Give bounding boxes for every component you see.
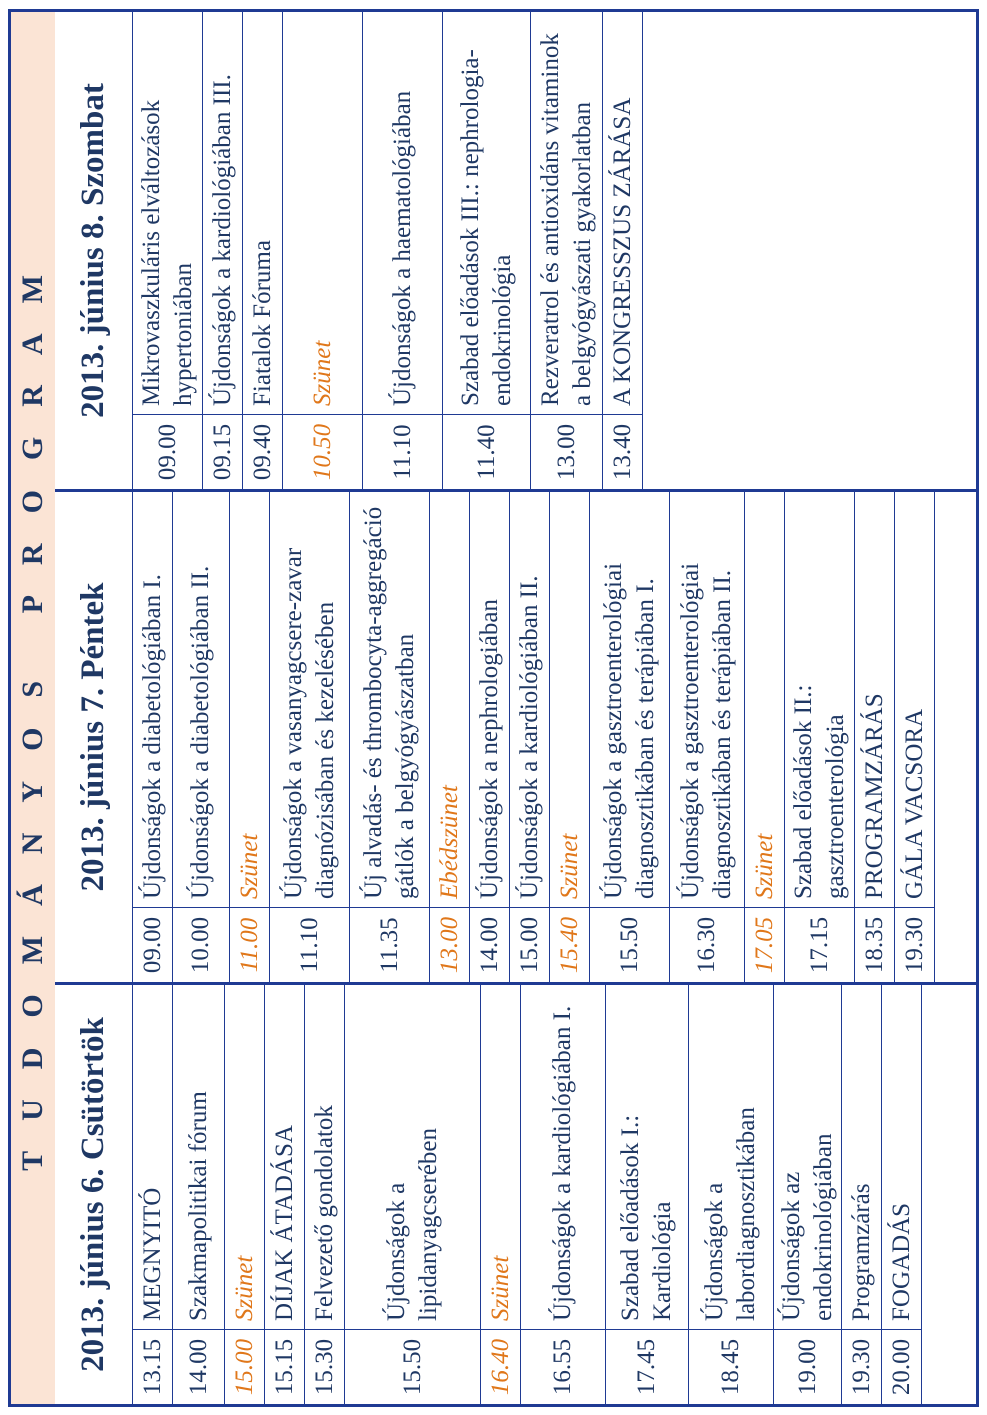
- session-row: [842, 985, 882, 1404]
- session-time: 18.45: [689, 1329, 773, 1404]
- session-row: [882, 985, 922, 1404]
- session-time: 11.00: [230, 907, 269, 982]
- session-title: FOGADÁS: [887, 1202, 915, 1321]
- session-title: GÁLA VACSORA: [900, 708, 928, 899]
- day-column: [55, 489, 976, 982]
- session-title: Szabad előadások III.: nephrologia-endokrinológia: [456, 49, 516, 406]
- session-title: Szakmapolitikai fórum: [184, 1091, 212, 1321]
- session-title: Újdonságok a diabetológiában II.: [187, 565, 214, 899]
- session-title: MEGNYITÓ: [138, 1187, 166, 1321]
- session-title: Szabad előadások II.: gasztroenterológia: [789, 684, 849, 899]
- session-time: 10.50: [283, 414, 362, 489]
- session-time: 13.00: [531, 414, 602, 489]
- session-row: [173, 492, 230, 982]
- break-row: [283, 12, 363, 489]
- session-row: [689, 985, 774, 1404]
- session-title: Szünet: [555, 833, 583, 899]
- session-time: 13.00: [430, 907, 469, 982]
- session-time: 14.00: [173, 1329, 224, 1404]
- break-row: [430, 492, 470, 982]
- program-banner-title: TUDOMÁNYOS PROGRAM: [16, 245, 49, 1171]
- session-title: Újdonságok a kardiológiában I.: [549, 1005, 576, 1321]
- session-time: 16.55: [521, 1329, 605, 1404]
- session-time: 20.00: [882, 1329, 921, 1404]
- session-title: Újdonságok a lipidanyagcserében: [382, 1128, 442, 1321]
- session-time: 15.50: [345, 1329, 480, 1404]
- session-time: 17.45: [606, 1329, 688, 1404]
- program-frame: [8, 9, 979, 1407]
- session-time: 19.30: [895, 907, 934, 982]
- session-time: 15.40: [550, 907, 589, 982]
- session-title: Szabad előadások I.: Kardiológia: [617, 1114, 676, 1321]
- session-title: PROGRAMZÁRÁS: [860, 693, 888, 899]
- session-title: Programzárás: [847, 1183, 875, 1321]
- day-column: [55, 982, 976, 1404]
- session-time: 19.30: [842, 1329, 881, 1404]
- session-title: Mikrovaszkuláris elváltozások hypertoniában: [137, 99, 197, 406]
- session-row: [203, 12, 243, 489]
- break-row: [745, 492, 785, 982]
- session-row: [603, 12, 643, 489]
- session-row: [774, 985, 842, 1404]
- session-row: [855, 492, 895, 982]
- day-title: 2013. június 8. Szombat: [55, 12, 133, 489]
- break-row: [550, 492, 590, 982]
- session-title: Újdonságok a haematológiában: [388, 90, 416, 406]
- session-time: 15.50: [590, 907, 669, 982]
- session-list: [133, 492, 935, 982]
- day-column: [55, 12, 976, 489]
- program-banner: [11, 12, 55, 1404]
- session-row: [470, 492, 510, 982]
- break-row: [225, 985, 265, 1404]
- session-time: 09.00: [133, 414, 202, 489]
- session-title: A KONGRESSZUS ZÁRÁSA: [608, 97, 636, 406]
- session-row: [243, 12, 283, 489]
- session-title: Újdonságok a kardiológiában II.: [515, 575, 543, 899]
- session-time: 09.00: [133, 907, 172, 982]
- session-row: [521, 985, 606, 1404]
- session-title: Szünet: [750, 833, 778, 899]
- session-title: Szünet: [235, 833, 263, 899]
- break-row: [481, 985, 521, 1404]
- session-time: 11.10: [363, 414, 442, 489]
- session-list: [133, 985, 922, 1404]
- session-title: Újdonságok a gasztroenterológiai diagnosztikában és terápiában I.: [599, 562, 659, 899]
- session-row: [133, 12, 203, 489]
- session-title: Újdonságok a vasanyagcsere-zavar diagnózisában és kezelésében: [279, 547, 339, 899]
- session-time: 17.05: [745, 907, 784, 982]
- session-row: [173, 985, 225, 1404]
- session-title: Fiatalok Fóruma: [248, 240, 276, 406]
- session-row: [895, 492, 935, 982]
- day-title: 2013. június 6. Csütörtök: [55, 985, 133, 1404]
- session-title: Ebédszünet: [435, 785, 463, 899]
- session-time: 15.15: [265, 1329, 304, 1404]
- session-row: [606, 985, 689, 1404]
- session-title: Felvezető gondolatok: [310, 1105, 338, 1321]
- session-time: 11.40: [443, 414, 530, 489]
- session-title: Újdonságok a kardiológiában III.: [208, 74, 236, 406]
- session-row: [305, 985, 345, 1404]
- session-title: Szünet: [308, 340, 336, 406]
- session-time: 15.30: [305, 1329, 344, 1404]
- session-row: [350, 492, 430, 982]
- session-time: 16.30: [670, 907, 744, 982]
- session-title: Új alvadás- és thrombocyta-aggregáció gátlók a belgyógyászatban: [359, 506, 419, 899]
- session-time: 19.00: [774, 1329, 841, 1404]
- session-time: 13.15: [133, 1329, 172, 1404]
- session-title: Rezveratrol és antioxidáns vitaminok a belgyógyászati gyakorlatban: [536, 33, 596, 406]
- session-time: 17.15: [785, 907, 854, 982]
- session-row: [345, 985, 481, 1404]
- session-row: [133, 492, 173, 982]
- session-time: 15.00: [225, 1329, 264, 1404]
- session-time: 15.00: [510, 907, 549, 982]
- session-list: [133, 12, 643, 489]
- session-row: [510, 492, 550, 982]
- session-title: Szünet: [230, 1255, 258, 1321]
- session-row: [590, 492, 670, 982]
- session-row: [785, 492, 855, 982]
- session-time: 18.35: [855, 907, 894, 982]
- session-time: 16.40: [481, 1329, 520, 1404]
- session-title: Újdonságok a nephrologiában: [475, 599, 503, 899]
- break-row: [230, 492, 270, 982]
- session-row: [363, 12, 443, 489]
- session-row: [443, 12, 531, 489]
- session-time: 14.00: [470, 907, 509, 982]
- session-title: Újdonságok a diabetológiában I.: [138, 574, 166, 899]
- session-title: Újdonságok a labordiagnosztikában: [701, 1107, 760, 1321]
- session-time: 09.40: [243, 414, 282, 489]
- session-time: 10.00: [173, 907, 229, 982]
- session-row: [531, 12, 603, 489]
- session-title: Újdonságok az endokrinológiában: [777, 1133, 837, 1321]
- session-time: 11.35: [350, 907, 429, 982]
- session-time: 09.15: [203, 414, 242, 489]
- session-time: 13.40: [603, 414, 642, 489]
- day-title: 2013. június 7. Péntek: [55, 492, 133, 982]
- session-row: [265, 985, 305, 1404]
- session-row: [270, 492, 350, 982]
- session-title: DÍJAK ÁTADÁSA: [270, 1125, 298, 1321]
- session-time: 11.10: [270, 907, 349, 982]
- session-row: [133, 985, 173, 1404]
- session-title: Szünet: [486, 1255, 514, 1321]
- session-title: Újdonságok a gasztroenterológiai diagnosztikában és terápiában II.: [677, 562, 736, 899]
- session-row: [670, 492, 745, 982]
